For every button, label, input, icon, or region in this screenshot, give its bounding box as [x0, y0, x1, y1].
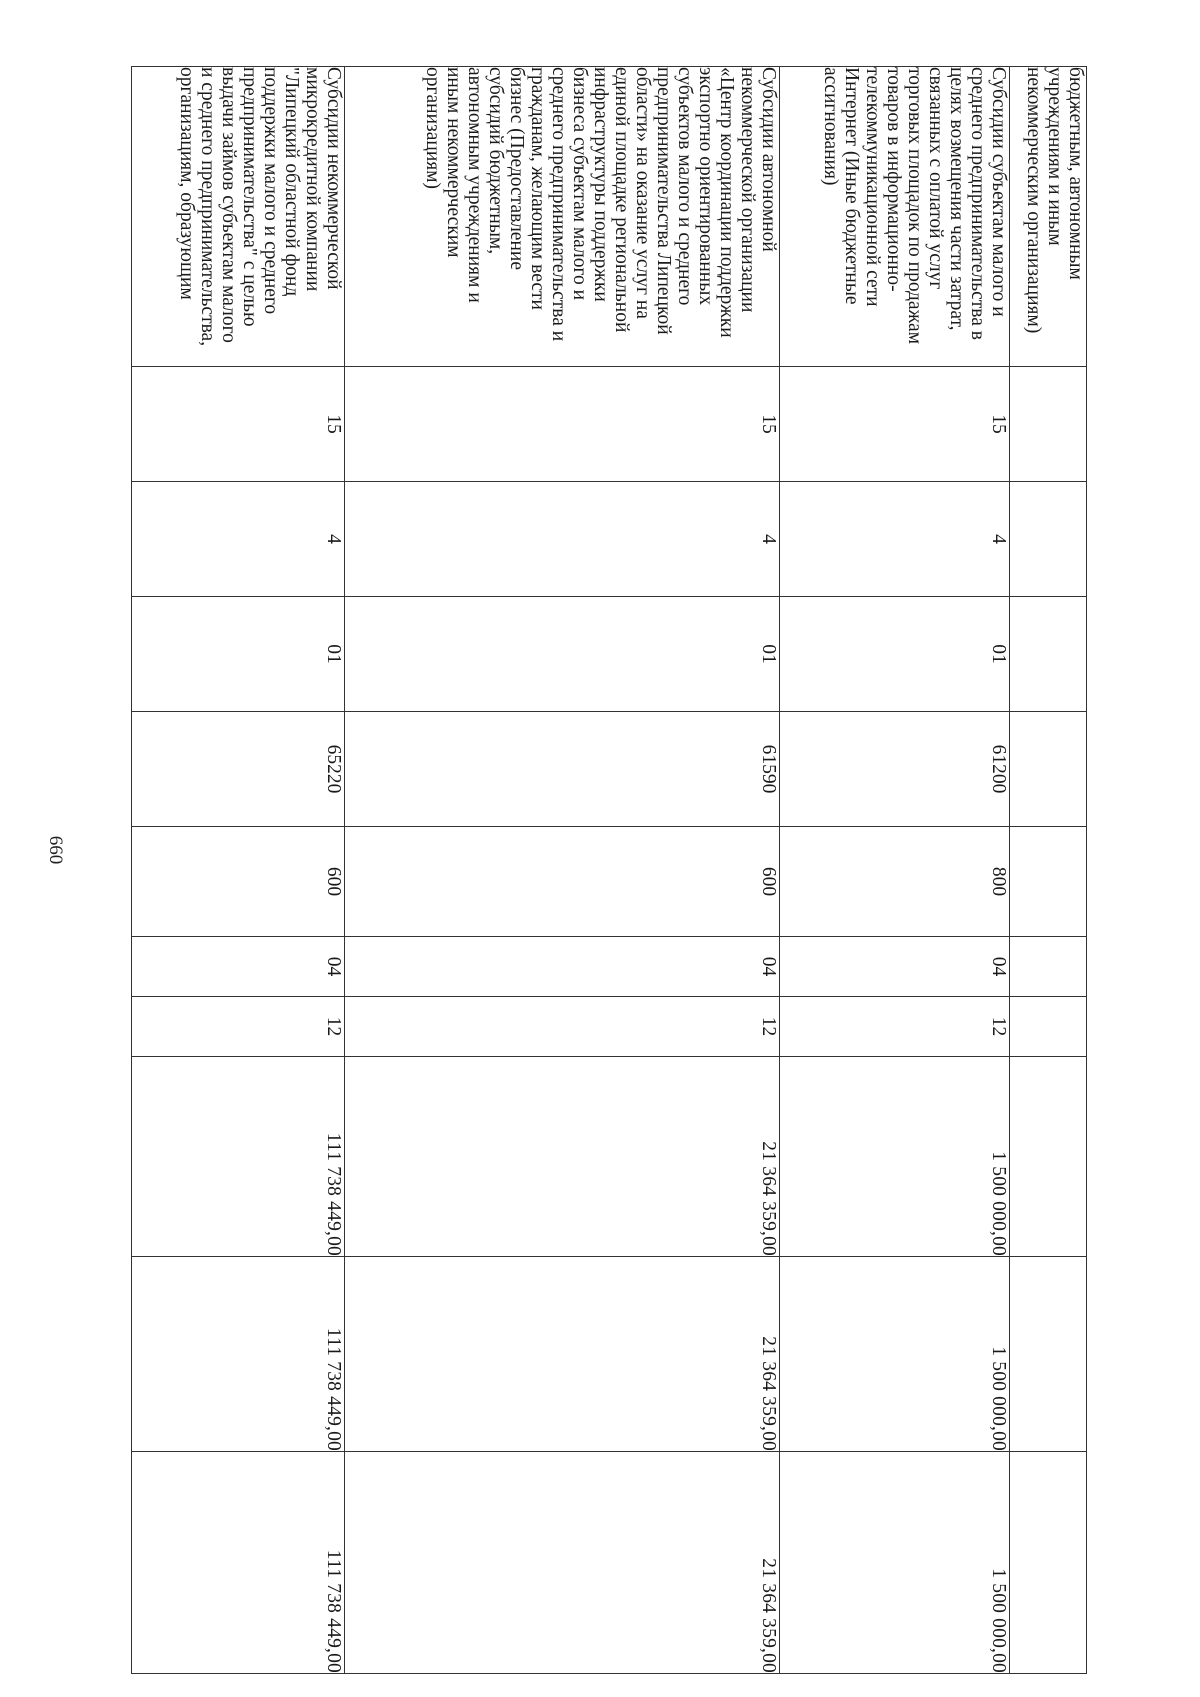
expense-type-cell: 600	[345, 827, 780, 937]
direction-code-cell	[1010, 712, 1087, 827]
table-row	[132, 67, 345, 1674]
table-row	[780, 67, 1010, 1674]
row-description: Субсидии некоммерческой микрокредитной компании "Липецкий областной фонд поддержки малого и среднего предпринимательства" с целью выдачи займов субъектам малого и среднего предпринимательства, организациям, образующим	[132, 67, 345, 367]
section-cell	[1010, 937, 1087, 997]
subprogram-code-cell: 4	[345, 482, 780, 597]
amount-year3-cell	[1010, 1452, 1087, 1674]
subsection-cell	[1010, 997, 1087, 1057]
program-code-cell	[1010, 367, 1087, 482]
subsection-cell: 12	[780, 997, 1010, 1057]
subprogram-code-cell: 4	[132, 482, 345, 597]
event-code-cell	[1010, 597, 1087, 712]
subsection-cell: 12	[345, 997, 780, 1057]
direction-code-cell: 65220	[132, 712, 345, 827]
subsection-cell: 12	[132, 997, 345, 1057]
direction-code-cell: 61590	[345, 712, 780, 827]
section-cell: 04	[345, 937, 780, 997]
program-code-cell: 15	[132, 367, 345, 482]
budget-table-sheet	[132, 66, 1087, 1673]
amount-year3-cell: 21 364 359,00	[345, 1452, 780, 1674]
row-description: Субсидии автономной некоммерческой организации «Центр координации поддержки экспортно ориентированных субъектов малого и среднего предпринимательства Липецкой области» на оказание услуг на единой площадке региональной инфраструктуры поддержки бизнеса субъектам малого и среднего предпринимательства и гражданам, желающим вести бизнес (Предоставление субсидий бюджетным, автономным учреждениям и иным некоммерческим организациям)	[345, 67, 780, 367]
event-code-cell: 01	[780, 597, 1010, 712]
row-description: Субсидии субъектам малого и среднего предпринимательства в целях возмещения части затрат, связанных с оплатой услуг торговых площадок по продажам товаров в информационно- телекоммуникационной сети Интернет (Иные бюджетные ассигнования)	[780, 67, 1010, 367]
amount-year2-cell: 21 364 359,00	[345, 1257, 780, 1452]
amount-year2-cell: 1 500 000,00	[780, 1257, 1010, 1452]
amount-year3-cell: 111 738 449,00	[132, 1452, 345, 1674]
subprogram-code-cell	[1010, 482, 1087, 597]
expense-type-cell: 600	[132, 827, 345, 937]
amount-year2-cell	[1010, 1257, 1087, 1452]
budget-table	[131, 66, 1087, 1674]
amount-year2-cell: 111 738 449,00	[132, 1257, 345, 1452]
amount-year3-cell: 1 500 000,00	[780, 1452, 1010, 1674]
amount-year1-cell: 21 364 359,00	[345, 1057, 780, 1257]
direction-code-cell: 61200	[780, 712, 1010, 827]
page-number: 660	[45, 835, 66, 865]
amount-year1-cell: 1 500 000,00	[780, 1057, 1010, 1257]
section-cell: 04	[132, 937, 345, 997]
table-row	[1010, 67, 1087, 1674]
table-row	[345, 67, 780, 1674]
expense-type-cell	[1010, 827, 1087, 937]
row-description: бюджетным, автономным учреждениям и иным некоммерческим организациям)	[1010, 67, 1087, 367]
event-code-cell: 01	[345, 597, 780, 712]
program-code-cell: 15	[345, 367, 780, 482]
subprogram-code-cell: 4	[780, 482, 1010, 597]
amount-year1-cell	[1010, 1057, 1087, 1257]
event-code-cell: 01	[132, 597, 345, 712]
expense-type-cell: 800	[780, 827, 1010, 937]
program-code-cell: 15	[780, 367, 1010, 482]
amount-year1-cell: 111 738 449,00	[132, 1057, 345, 1257]
section-cell: 04	[780, 937, 1010, 997]
